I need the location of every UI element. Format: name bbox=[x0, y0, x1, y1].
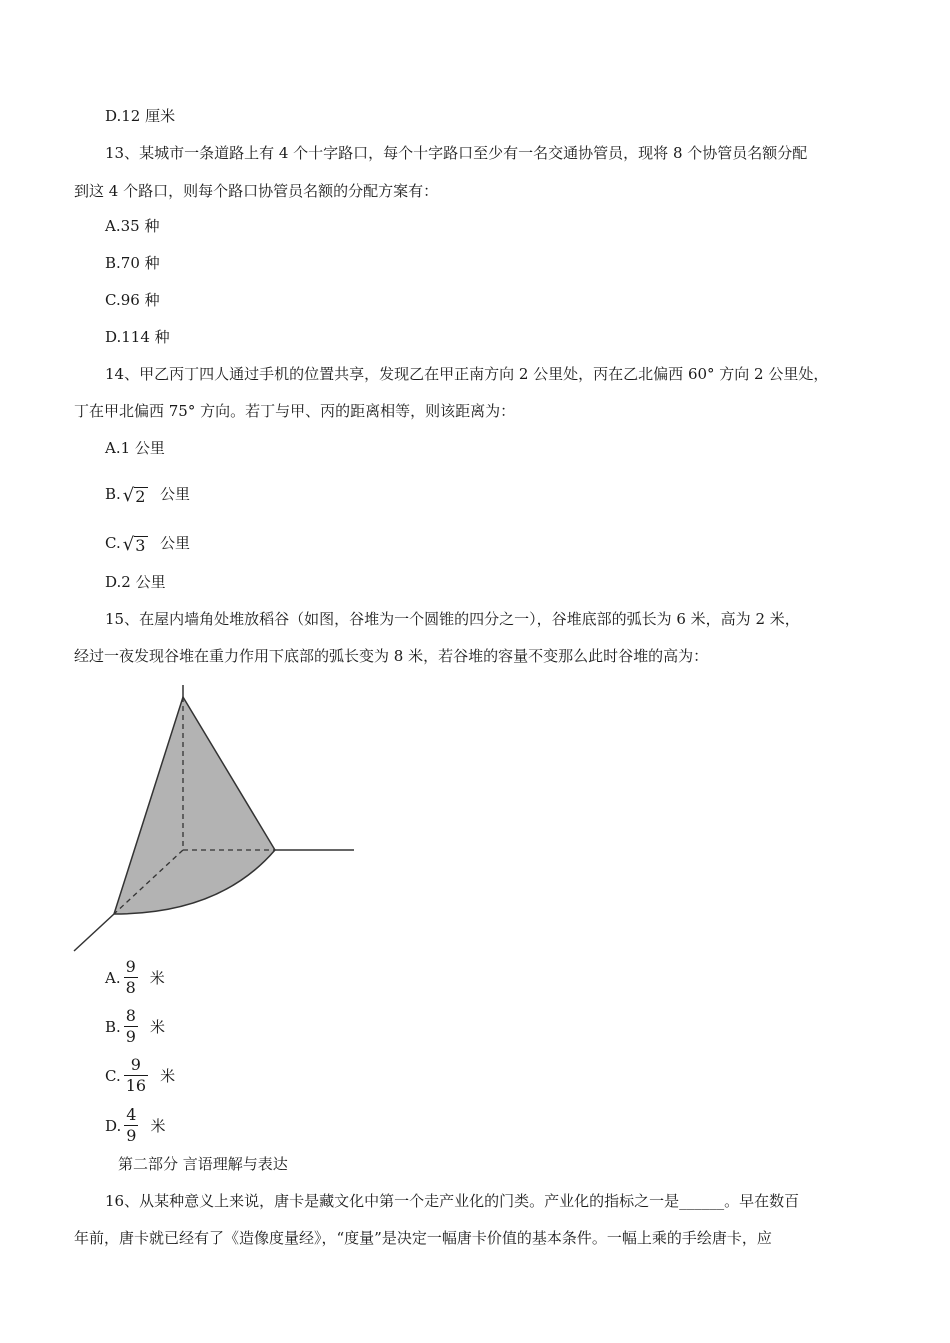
radicand: 3 bbox=[134, 536, 148, 555]
q16-text-b: 。早在数百 bbox=[724, 1192, 800, 1210]
option-unit: 公里 bbox=[160, 485, 191, 503]
section-title: 第二部分 言语理解与表达 bbox=[118, 1155, 288, 1173]
q13-option-a: A.35 种 bbox=[105, 217, 160, 235]
numerator: 4 bbox=[126, 1105, 137, 1124]
grain-pile-figure bbox=[70, 682, 360, 958]
q13-option-b: B.70 种 bbox=[105, 254, 160, 272]
q15-option-b bbox=[105, 1006, 165, 1047]
q13-option-d: D.114 种 bbox=[105, 328, 170, 346]
option-prefix: B. bbox=[105, 1017, 121, 1036]
option-unit: 米 bbox=[150, 1117, 166, 1135]
cone-surface bbox=[114, 697, 275, 914]
denominator: 9 bbox=[125, 1027, 136, 1046]
option-unit: 米 bbox=[149, 1018, 165, 1036]
denominator: 8 bbox=[125, 978, 136, 997]
q15-option-d bbox=[105, 1105, 165, 1146]
option-prefix: C. bbox=[105, 1066, 121, 1085]
quarter-cone-diagram bbox=[70, 682, 360, 954]
q12-option-d: D.12 厘米 bbox=[105, 107, 176, 125]
option-prefix: D. bbox=[105, 1116, 122, 1135]
q14-stem-line1: 14、甲乙丙丁四人通过手机的位置共享，发现乙在甲正南方向 2 公里处，丙在乙北偏西 60° 方向 2 公里处， bbox=[105, 365, 829, 383]
option-prefix: A. bbox=[105, 968, 121, 987]
option-unit: 米 bbox=[149, 969, 165, 987]
option-unit: 米 bbox=[160, 1067, 176, 1085]
q15-stem-line1: 15、在屋内墙角处堆放稻谷（如图，谷堆为一个圆锥的四分之一），谷堆底部的弧长为 6 米，高为 2 米， bbox=[105, 610, 800, 628]
q14-option-a: A.1 公里 bbox=[105, 439, 165, 457]
q13-stem-line1: 13、某城市一条道路上有 4 个十字路口，每个十字路口至少有一名交通协管员，现将 8 个协管员名额分配 bbox=[105, 144, 808, 162]
fraction bbox=[124, 1006, 138, 1047]
sqrt-expression bbox=[123, 535, 149, 555]
floor-edge-left bbox=[74, 914, 114, 951]
q15-stem-line2: 经过一夜发现谷堆在重力作用下底部的弧长变为 8 米，若谷堆的容量不变那么此时谷堆的高为： bbox=[74, 647, 709, 665]
numerator: 9 bbox=[125, 957, 136, 976]
q14-option-d: D.2 公里 bbox=[105, 573, 166, 591]
fraction bbox=[124, 1105, 138, 1146]
q15-option-c bbox=[105, 1055, 175, 1096]
option-prefix: B. bbox=[105, 485, 121, 503]
q13-option-c: C.96 种 bbox=[105, 291, 160, 309]
denominator: 16 bbox=[125, 1076, 147, 1095]
fill-in-blank: ______ bbox=[679, 1192, 725, 1210]
radicand: 2 bbox=[134, 487, 148, 506]
q16-text-a: 16、从某种意义上来说，唐卡是藏文化中第一个走产业化的门类。产业化的指标之一是 bbox=[105, 1192, 680, 1210]
fraction bbox=[124, 957, 138, 998]
q14-option-c bbox=[105, 533, 190, 553]
denominator: 9 bbox=[126, 1126, 137, 1145]
q15-option-a bbox=[105, 957, 165, 998]
q16-stem-line2: 年前，唐卡就已经有了《造像度量经》，“度量”是决定一幅唐卡价值的基本条件。一幅上乘的手绘唐卡，应 bbox=[74, 1229, 772, 1247]
q13-stem-line2: 到这 4 个路口，则每个路口协管员名额的分配方案有： bbox=[74, 182, 439, 200]
numerator: 9 bbox=[130, 1055, 141, 1074]
numerator: 8 bbox=[125, 1006, 136, 1025]
q16-stem-line1 bbox=[105, 1191, 799, 1211]
fraction bbox=[124, 1055, 148, 1096]
sqrt-expression bbox=[123, 486, 149, 506]
option-unit: 公里 bbox=[159, 534, 190, 552]
radical-sign: √ bbox=[122, 534, 135, 555]
option-prefix: C. bbox=[105, 534, 121, 552]
radical-sign: √ bbox=[122, 485, 135, 506]
q14-stem-line2: 丁在甲北偏西 75° 方向。若丁与甲、丙的距离相等，则该距离为： bbox=[74, 402, 516, 420]
q14-option-b bbox=[105, 484, 190, 504]
